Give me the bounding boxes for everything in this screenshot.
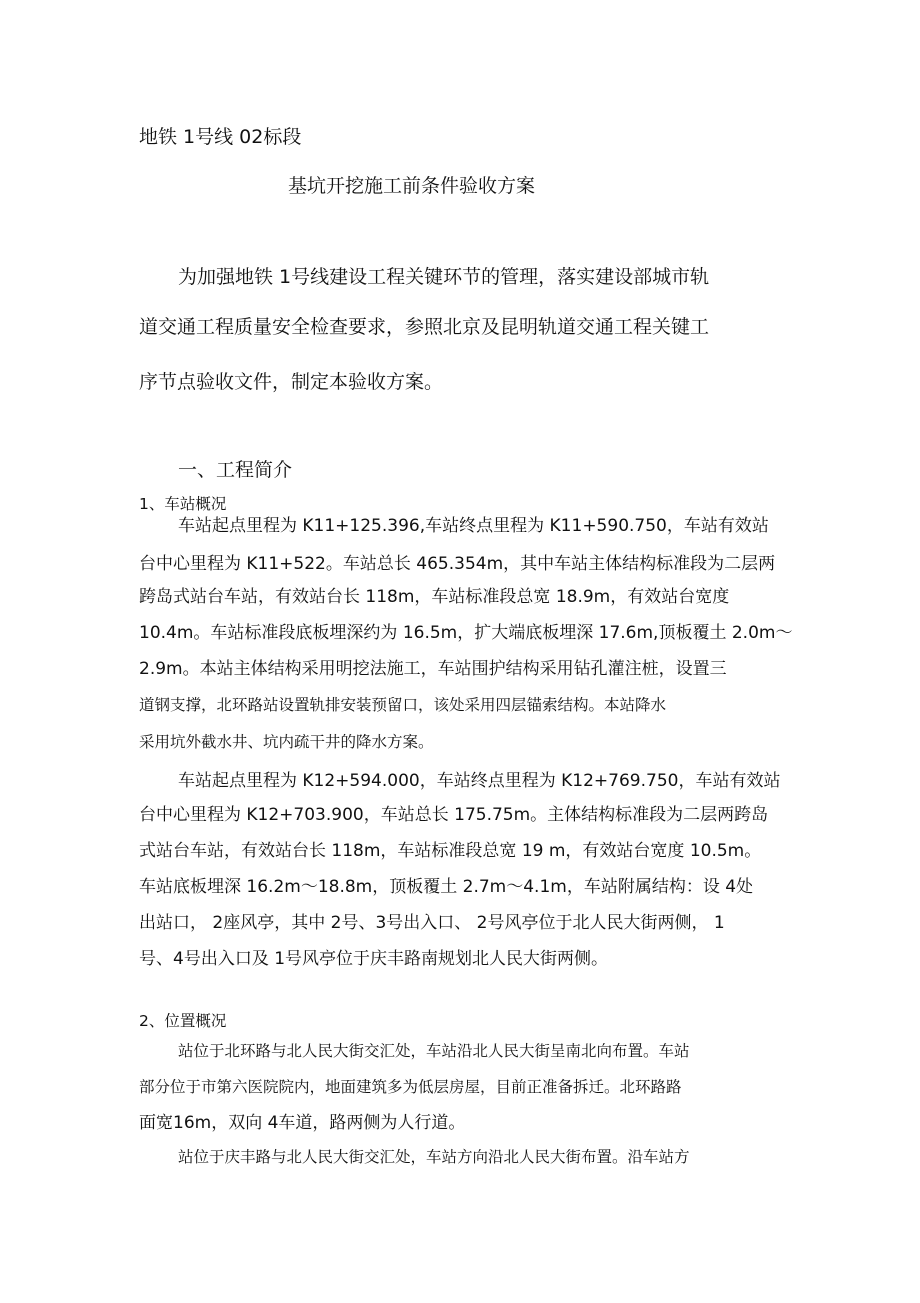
paragraph-line: 车站底板埋深 16.2m～18.8m，顶板覆土 2.7m～4.1m，车站附属结构：设 4处	[139, 877, 754, 897]
paragraph-line: 号、4号出入口及 1号风亭位于庆丰路南规划北人民大街两侧。	[139, 949, 609, 969]
intro-line: 道交通工程质量安全检查要求，参照北京及昆明轨道交通工程关键工	[139, 316, 710, 338]
paragraph-line: 台中心里程为 K12+703.900，车站总长 175.75m。主体结构标准段为二层两跨岛	[139, 805, 769, 825]
paragraph-line: 式站台车站，有效站台长 118m，车站标准段总宽 19 m，有效站台宽度 10.5m。	[139, 841, 762, 861]
paragraph-line: 台中心里程为 K11+522。车站总长 465.354m，其中车站主体结构标准段为二层两	[139, 554, 776, 574]
paragraph-line: 道钢支撑，北环路站设置轨排安装预留口，该处采用四层锚索结构。本站降水	[139, 696, 667, 714]
intro-line: 为加强地铁 1号线建设工程关键环节的管理，落实建设部城市轨	[178, 266, 710, 288]
section-heading: 一、工程简介	[178, 459, 293, 481]
paragraph-line: 出站口， 2座风亭，其中 2号、3号出入口、 2号风亭位于北人民大街两侧， 1	[139, 913, 725, 933]
paragraph-line: 车站起点里程为 K12+594.000，车站终点里程为 K12+769.750，车站有效站	[178, 771, 781, 791]
intro-line: 序节点验收文件，制定本验收方案。	[139, 371, 444, 393]
paragraph-line: 2.9m。本站主体结构采用明挖法施工，车站围护结构采用钻孔灌注桩，设置三	[139, 659, 727, 679]
paragraph-line: 采用坑外截水井、坑内疏干井的降水方案。	[139, 733, 434, 751]
paragraph-line: 站位于庆丰路与北人民大街交汇处，车站方向沿北人民大街布置。沿车站方	[178, 1148, 690, 1166]
paragraph-line: 部分位于市第六医院院内，地面建筑多为低层房屋，目前正准备拆迁。北环路路	[139, 1078, 682, 1096]
document-title: 地铁 1号线 02标段	[139, 126, 302, 148]
paragraph-line: 10.4m。车站标准段底板埋深约为 16.5m，扩大端底板埋深 17.6m,顶板覆土 2.0m～	[139, 623, 793, 643]
subsection-heading: 2、位置概况	[139, 1012, 227, 1030]
document-subtitle: 基坑开挖施工前条件验收方案	[288, 175, 536, 197]
paragraph-line: 跨岛式站台车站，有效站台长 118m，车站标准段总宽 18.9m，有效站台宽度	[139, 587, 730, 607]
paragraph-line: 站位于北环路与北人民大街交汇处，车站沿北人民大街呈南北向布置。车站	[178, 1042, 690, 1060]
subsection-heading: 1、车站概况	[139, 495, 227, 513]
paragraph-line: 面宽16m，双向 4车道，路两侧为人行道。	[139, 1113, 466, 1133]
paragraph-line: 车站起点里程为 K11+125.396,车站终点里程为 K11+590.750，车站有效站	[178, 516, 769, 536]
